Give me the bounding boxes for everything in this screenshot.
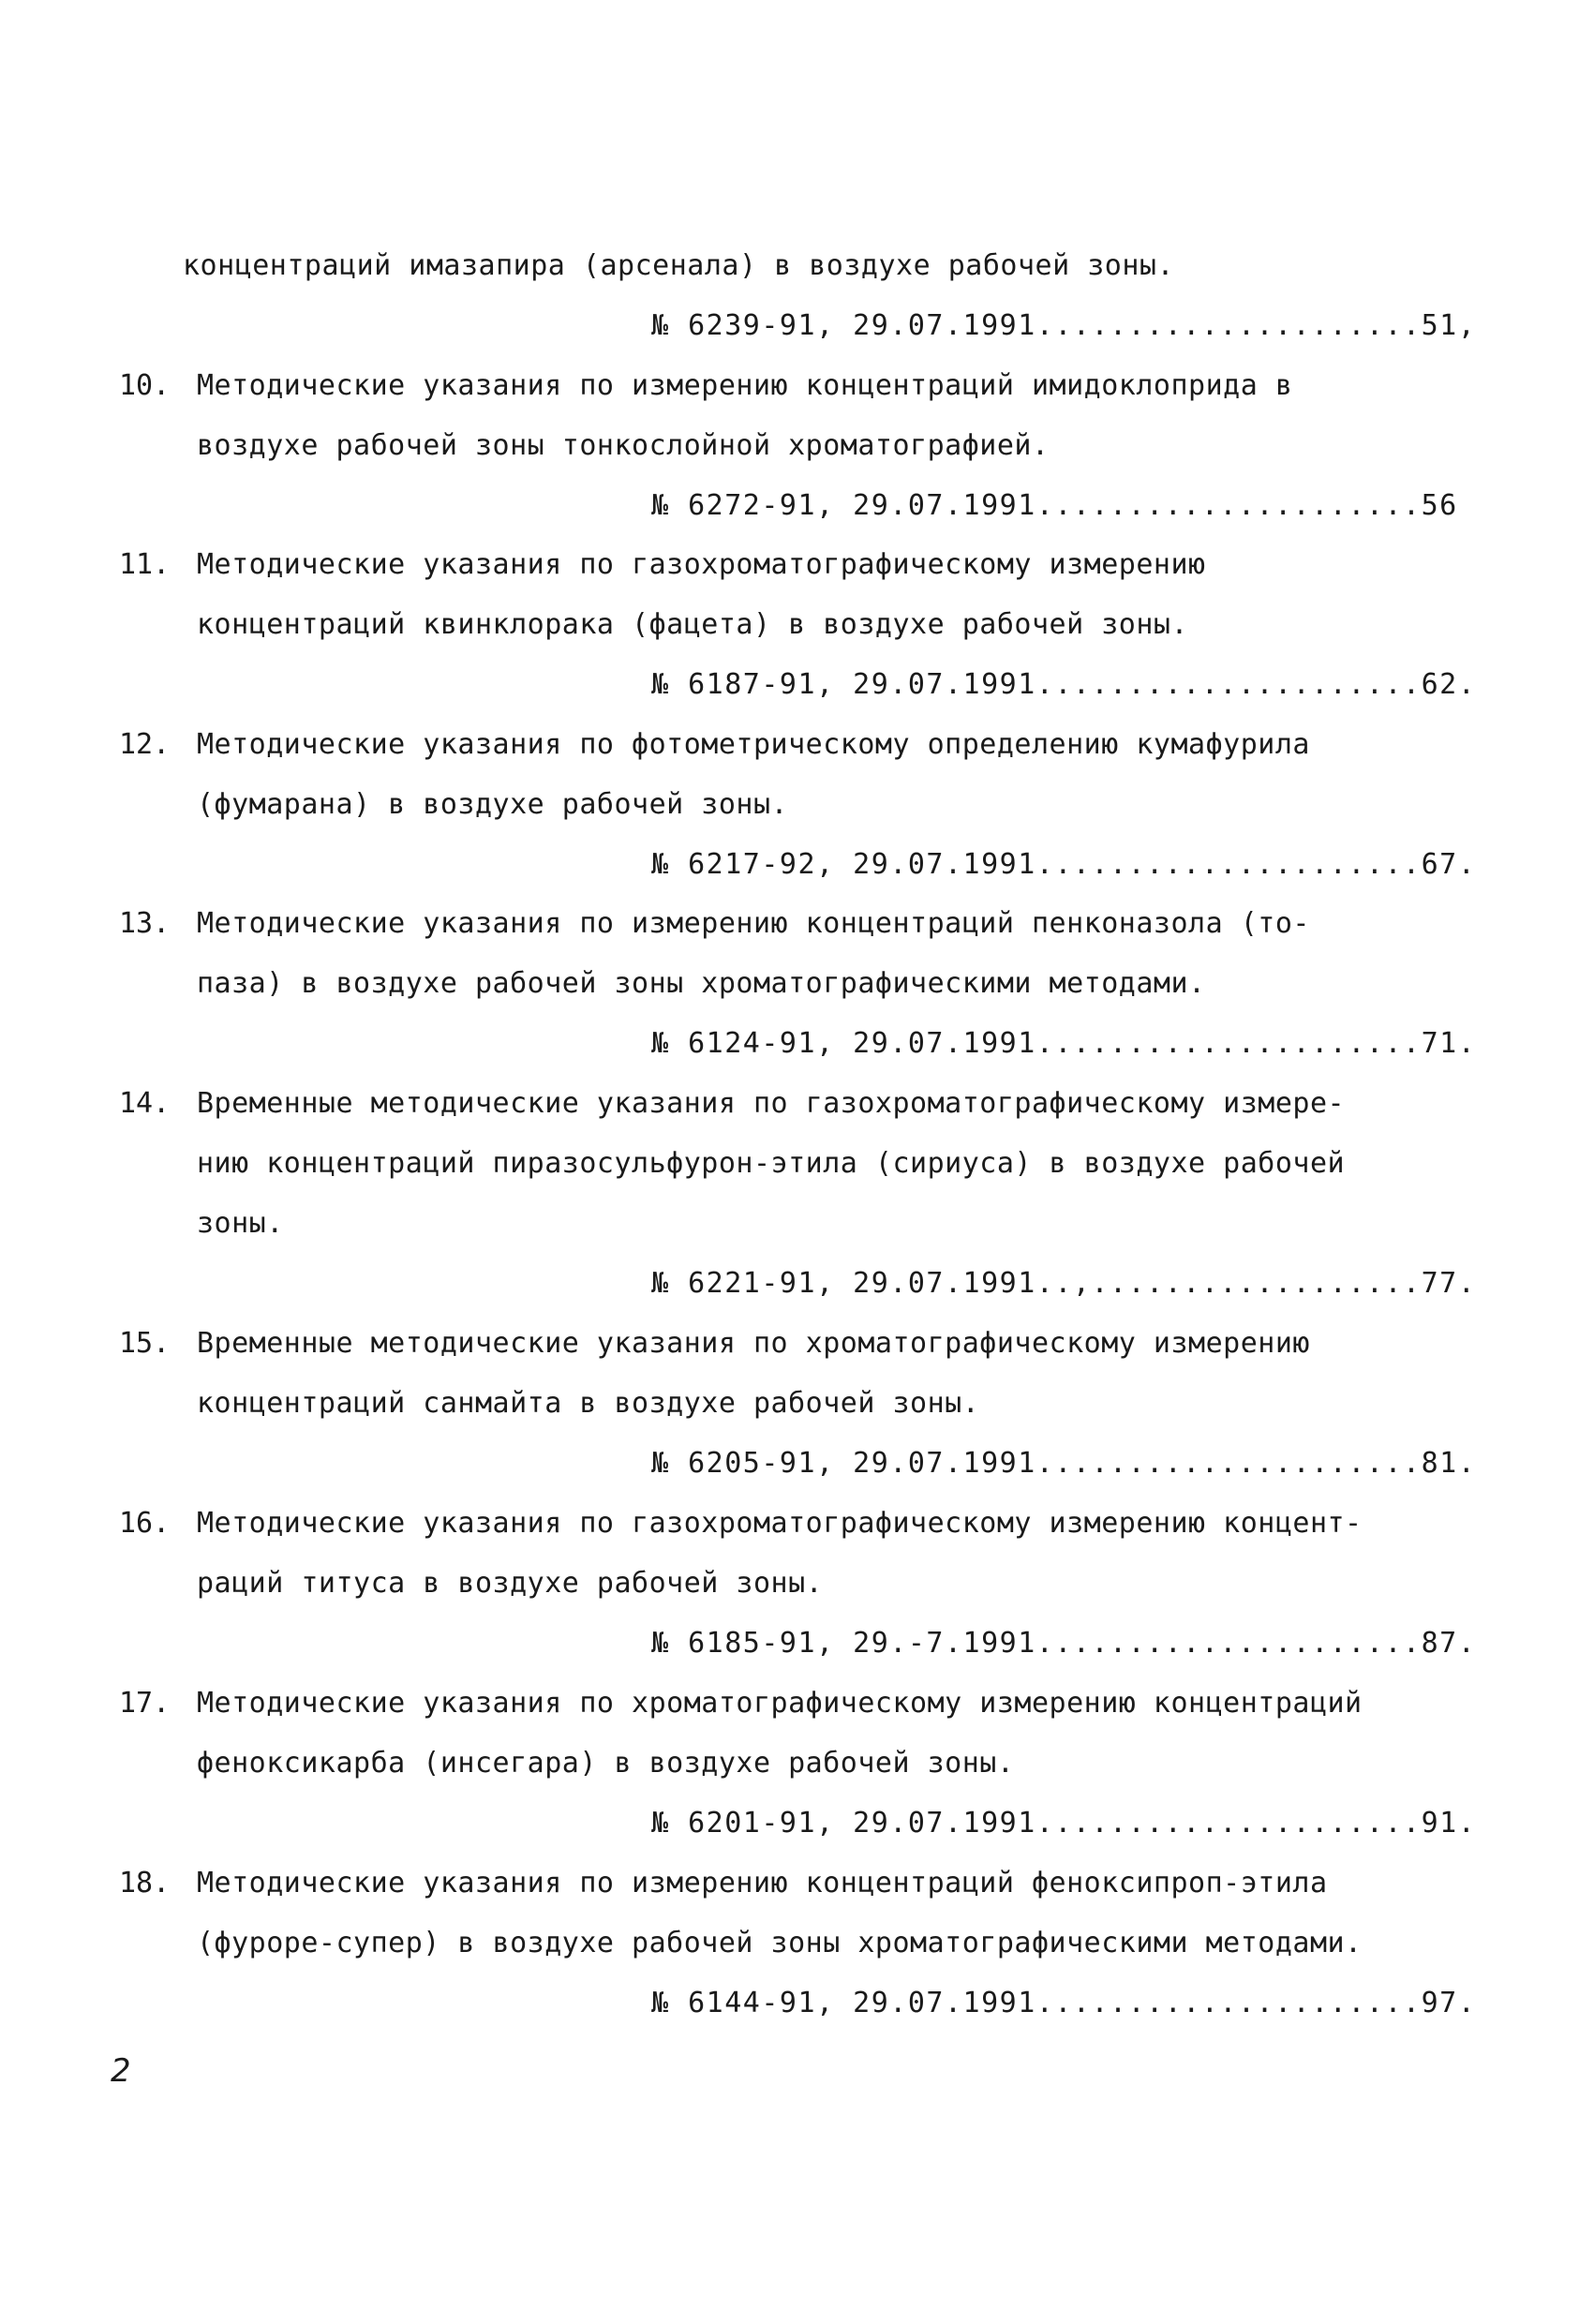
entry-line: концентраций санмайта в воздухе рабочей зоны. <box>197 1387 980 1420</box>
entry-number: 16. <box>119 1507 171 1540</box>
entry-ref: № 6187-91, 29.07.1991.....................62. <box>651 668 1477 701</box>
entry-line: Методические указания по газохроматографическому измерению <box>197 548 1206 581</box>
entry-line: (фумарана) в воздухе рабочей зоны. <box>197 788 789 821</box>
entry-number: 10. <box>119 369 171 402</box>
entry-ref: № 6201-91, 29.07.1991.....................91. <box>651 1807 1477 1840</box>
page-number: 2 <box>111 2052 131 2090</box>
entry-ref: № 6124-91, 29.07.1991.....................71. <box>651 1027 1477 1060</box>
entry-line: феноксикарба (инсегара) в воздухе рабочей зоны. <box>197 1747 1015 1780</box>
entry-ref: № 6205-91, 29.07.1991.....................81. <box>651 1447 1477 1480</box>
entry-line: зоны. <box>197 1207 284 1240</box>
entry-line: Методические указания по хроматографическому измерению концентраций <box>197 1687 1363 1720</box>
entry-line: Временные методические указания по газохроматографическому измере- <box>197 1087 1346 1120</box>
entry-number: 14. <box>119 1087 171 1120</box>
entry-ref: № 6221-91, 29.07.1991..,..................77. <box>651 1267 1477 1300</box>
entry-number: 13. <box>119 907 171 940</box>
entry-line: Методические указания по измерению концентраций имидоклоприда в <box>197 369 1293 402</box>
entry-line: концентраций имазапира (арсенала) в воздухе рабочей зоны. <box>183 249 1175 282</box>
entry-line: Методические указания по газохроматографическому измерению концент- <box>197 1507 1363 1540</box>
entry-line: раций титуса в воздухе рабочей зоны. <box>197 1567 824 1600</box>
entry-line: Методические указания по измерению концентраций пенконазола (то- <box>197 907 1310 940</box>
entry-ref: № 6272-91, 29.07.1991.....................56 <box>651 489 1458 522</box>
entry-line: паза) в воздухе рабочей зоны хроматографическими методами. <box>197 967 1206 1000</box>
entry-number: 15. <box>119 1327 171 1360</box>
entry-line: Временные методические указания по хроматографическому измерению <box>197 1327 1310 1360</box>
entry-line: (фуроре-супер) в воздухе рабочей зоны хроматографическими методами. <box>197 1927 1363 1959</box>
entry-ref: № 6217-92, 29.07.1991.....................67. <box>651 848 1477 881</box>
entry-line: Методические указания по измерению концентраций феноксипроп-этила <box>197 1867 1328 1899</box>
entry-number: 17. <box>119 1687 171 1720</box>
entry-line: Методические указания по фотометрическому определению кумафурила <box>197 728 1310 761</box>
entry-number: 18. <box>119 1867 171 1899</box>
entry-number: 12. <box>119 728 171 761</box>
entry-ref: № 6185-91, 29.-7.1991.....................87. <box>651 1627 1477 1660</box>
entry-number: 11. <box>119 548 171 581</box>
entry-ref: № 6239-91, 29.07.1991.....................51, <box>651 309 1477 342</box>
entry-line: воздухе рабочей зоны тонкослойной хроматографией. <box>197 429 1050 462</box>
entry-line: нию концентраций пиразосульфурон-этила (сириуса) в воздухе рабочей <box>197 1147 1346 1180</box>
entry-line: концентраций квинклорака (фацета) в воздухе рабочей зоны. <box>197 608 1189 641</box>
entry-ref: № 6144-91, 29.07.1991.....................97. <box>651 1987 1477 2019</box>
